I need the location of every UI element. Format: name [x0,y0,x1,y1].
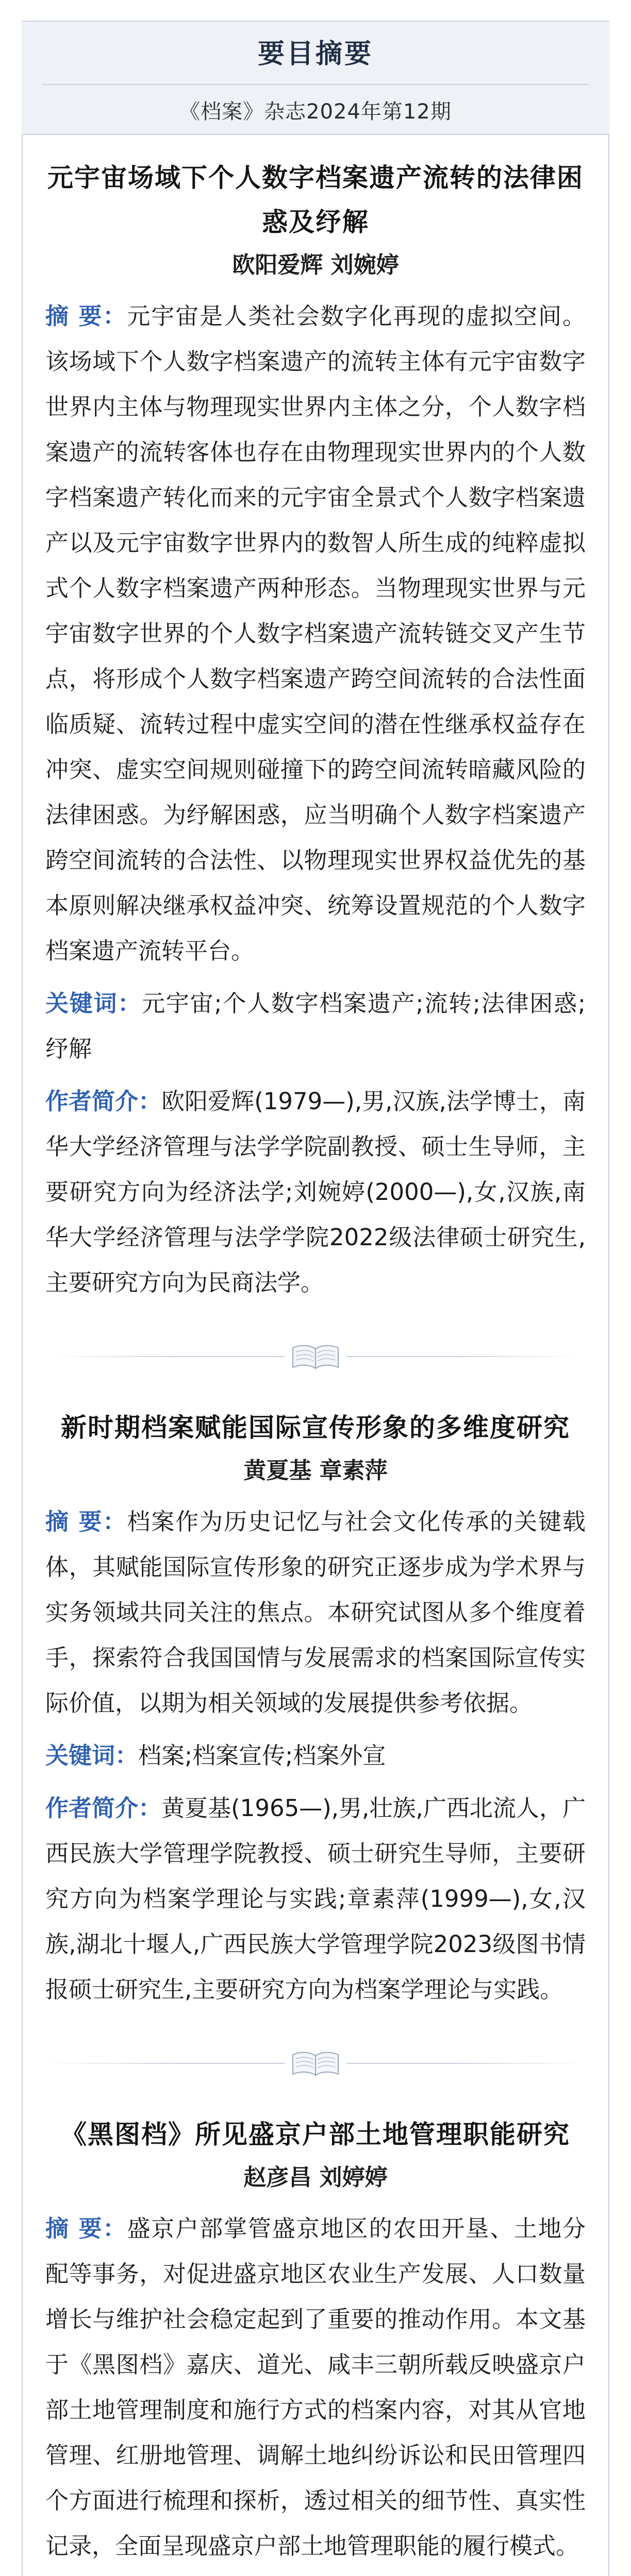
keywords-label: 关键词： [45,990,142,1017]
article-keywords [45,1733,586,1778]
bio-text: 欧阳爱辉(1979—),男,汉族,法学博士，南华大学经济管理与法学学院副教授、硕士生导师，主要研究方向为经济法学;刘婉婷(2000—),女,汉族,南华大学经济管理与法学学院2022级法律硕士研究生,主要研究方向为民商法学。 [45,1088,586,1296]
article-abstract [45,294,586,974]
header-title: 要目摘要 [257,39,373,70]
section-divider [22,2035,609,2092]
article-1 [22,135,609,1328]
article-keywords [45,981,586,1072]
article-title: 元宇宙场域下个人数字档案遗产流转的法律困惑及纾解 [47,163,584,237]
article-3 [22,2092,609,2576]
open-book-icon [285,1342,346,1372]
issue-header [22,21,609,135]
article-author-bio [45,1079,586,1306]
article-title: 《黑图档》所见盛京户部土地管理职能研究 [61,2120,570,2149]
article-author-bio [45,1786,586,2012]
keywords-label: 关键词： [45,1742,139,1769]
article-2 [22,1385,609,2035]
abstract-text: 档案作为历史记忆与社会文化传承的关键载体，其赋能国际宣传形象的研究正逐步成为学术界与实务领域共同关注的焦点。本研究试图从多个维度着手，探索符合我国国情与发展需求的档案国际宣传实际价值，以期为相关领域的发展提供参考依据。 [45,1508,586,1717]
keywords-text: 元宇宙;个人数字档案遗产;流转;法律困惑;纾解 [45,990,586,1062]
article-authors: 赵彦昌 刘婷婷 [243,2164,388,2191]
article-authors: 黄夏基 章素萍 [243,1458,388,1484]
article-title: 新时期档案赋能国际宣传形象的多维度研究 [61,1413,570,1443]
page [22,21,609,2576]
article-abstract [45,2206,586,2569]
bio-label: 作者简介： [45,1794,162,1822]
article-authors: 欧阳爱辉 刘婉婷 [232,252,399,278]
header-divider [42,84,589,85]
abstract-label: 摘 要： [45,302,127,330]
bio-text: 黄夏基(1965—),男,壮族,广西北流人，广西民族大学管理学院教授、硕士研究生导师，主要研究方向为档案学理论与实践;章素萍(1999—),女,汉族,湖北十堰人,广西民族大学管理学院2023级图书情报硕士研究生,主要研究方向为档案学理论与实践。 [45,1794,586,2003]
abstract-label: 摘 要： [45,1508,127,1535]
abstract-label: 摘 要： [45,2215,127,2242]
abstract-text: 元宇宙是人类社会数字化再现的虚拟空间。该场域下个人数字档案遗产的流转主体有元宇宙数字世界内主体与物理现实世界内主体之分，个人数字档案遗产的流转客体也存在由物理现实世界内的个人数字档案遗产转化而来的元宇宙全景式个人数字档案遗产以及元宇宙数字世界内的数智人所生成的纯粹虚拟式个人数字档案遗产两种形态。当物理现实世界与元宇宙数字世界的个人数字档案遗产流转链交叉产生节点，将形成个人数字档案遗产跨空间流转的合法性面临质疑、流转过程中虚实空间的潜在性继承权益存在冲突、虚实空间规则碰撞下的跨空间流转暗藏风险的法律困惑。为纾解困惑，应当明确个人数字档案遗产跨空间流转的合法性、以物理现实世界权益优先的基本原则解决继承权益冲突、统筹设置规范的个人数字档案遗产流转平台。 [45,302,586,964]
open-book-icon [285,2048,346,2079]
bio-label: 作者简介： [45,1088,162,1115]
section-divider [22,1328,609,1385]
abstract-text: 盛京户部掌管盛京地区的农田开垦、土地分配等事务，对促进盛京地区农业生产发展、人口数量增长与维护社会稳定起到了重要的推动作用。本文基于《黑图档》嘉庆、道光、咸丰三朝所载反映盛京户部土地管理制度和施行方式的档案内容，对其从官地管理、红册地管理、调解土地纠纷诉讼和民田管理四个方面进行梳理和探析，透过相关的细节性、真实性记录，全面呈现盛京户部土地管理职能的履行模式。 [45,2215,586,2560]
keywords-text: 档案;档案宣传;档案外宣 [138,1742,386,1769]
issue-subtitle: 《档案》杂志2024年第12期 [179,100,452,124]
article-abstract [45,1499,586,1726]
